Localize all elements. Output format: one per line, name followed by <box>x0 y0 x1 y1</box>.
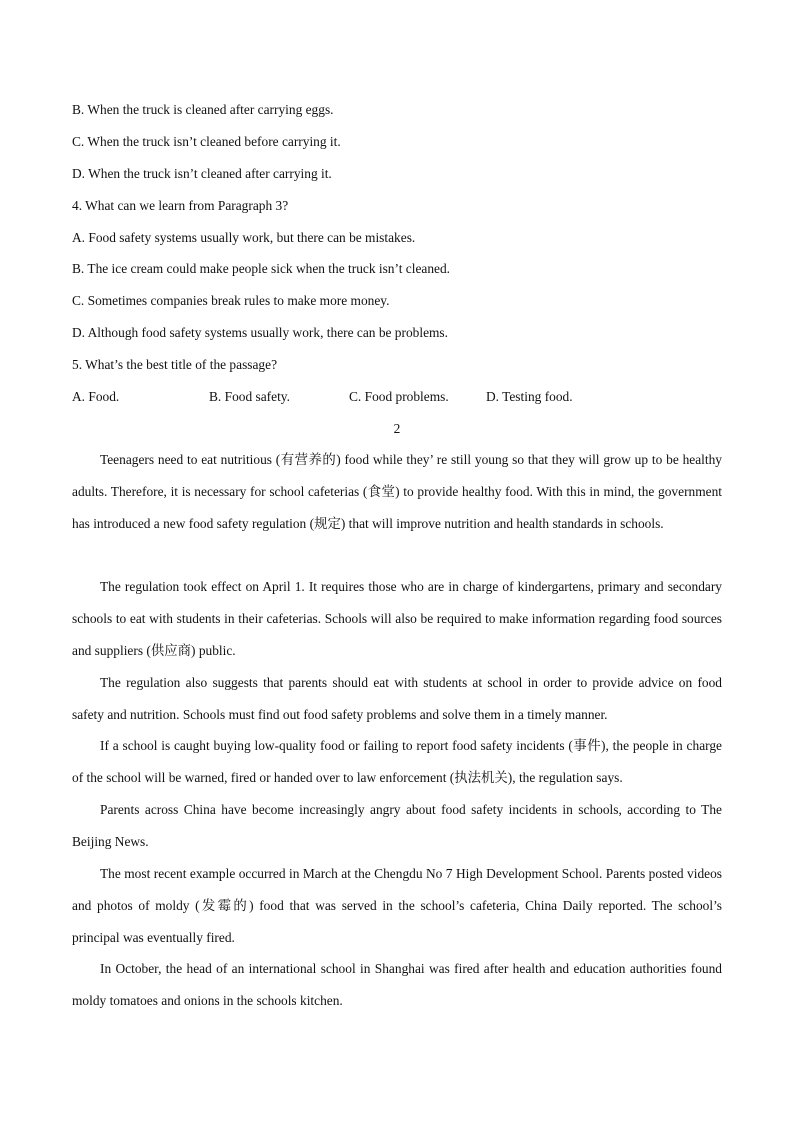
passage-paragraph-6: The most recent example occurred in March at the Chengdu No 7 High Development School. Parents posted videos and photos of moldy (发霉的) food that was served in the school’s cafeteria, China Daily reported. The school’s principal was eventually fired. <box>72 866 722 945</box>
q4-option-a: A. Food safety systems usually work, but there can be mistakes. <box>72 230 416 245</box>
q5-option-b: B. Food safety. <box>209 389 290 404</box>
q5-option-a: A. Food. <box>72 389 120 404</box>
passage-paragraph-4: If a school is caught buying low-quality food or failing to report food safety incidents (事件), the people in charge of the school will be warned, fired or handed over to law enforcement (执法机关), the regulation says. <box>72 738 722 785</box>
q4-option-b: B. The ice cream could make people sick when the truck isn’t cleaned. <box>72 261 451 276</box>
q3-option-c: C. When the truck isn’t cleaned before carrying it. <box>72 134 341 149</box>
q3-option-b: B. When the truck is cleaned after carrying eggs. <box>72 102 334 117</box>
passage-paragraph-2: The regulation took effect on April 1. It requires those who are in charge of kindergartens, primary and secondary schools to eat with students in their cafeterias. Schools will also be required to make information regarding food sources and suppliers (供应商) public. <box>72 579 722 658</box>
passage-paragraph-5: Parents across China have become increasingly angry about food safety incidents in schools, according to The Beijing News. <box>72 802 722 849</box>
passage-paragraph-1: Teenagers need to eat nutritious (有营养的) food while they’ re still young so that they will grow up to be healthy adults. Therefore, it is necessary for school cafeterias (食堂) to provide healthy food. With this in mind, the government has introduced a new food safety regulation (规定) that will improve nutrition and health standards in schools. <box>72 452 722 531</box>
q4-option-c: C. Sometimes companies break rules to make more money. <box>72 293 390 308</box>
q4-question: 4. What can we learn from Paragraph 3? <box>72 198 289 213</box>
q5-option-d: D. Testing food. <box>486 389 573 404</box>
passage-paragraph-7: In October, the head of an international school in Shanghai was fired after health and education authorities found moldy tomatoes and onions in the schools kitchen. <box>72 961 722 1008</box>
q5-option-c: C. Food problems. <box>349 389 449 404</box>
passage-paragraph-3: The regulation also suggests that parents should eat with students at school in order to provide advice on food safety and nutrition. Schools must find out food safety problems and solve them in a timely manner. <box>72 675 722 722</box>
passage-number: 2 <box>393 421 401 436</box>
q4-option-d: D. Although food safety systems usually work, there can be problems. <box>72 325 448 340</box>
q5-question: 5. What’s the best title of the passage? <box>72 357 278 372</box>
q3-option-d: D. When the truck isn’t cleaned after carrying it. <box>72 166 332 181</box>
